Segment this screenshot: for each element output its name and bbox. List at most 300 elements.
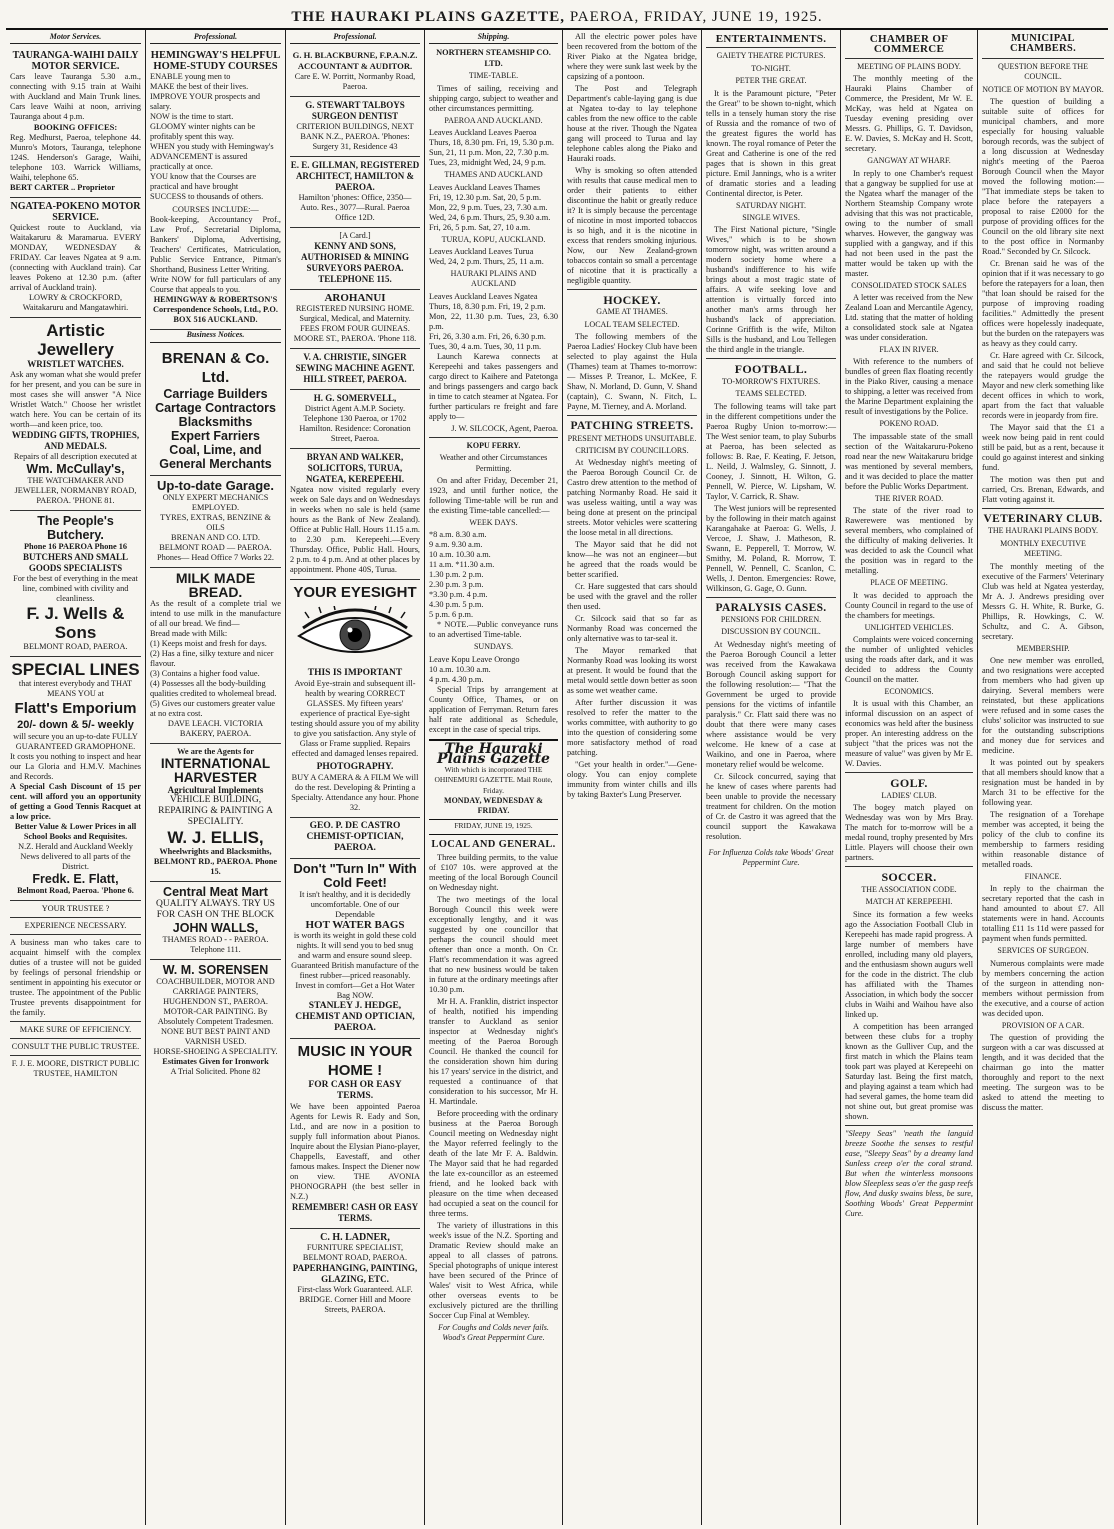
ad-line: NOW is the time to start. — [150, 112, 234, 122]
ad-note: [A Card.] — [339, 231, 371, 241]
divider — [706, 47, 836, 48]
ad-address: Belmont Road, Paeroa. 'Phone 6. — [17, 886, 134, 896]
subheading: TO-NIGHT. — [751, 63, 791, 73]
paragraph: A letter was received from the New Zealand Loan and Mercantile Agency, Ltd. stating that the matter of holding a consolidated stock sale at Ngatea was under consideration. — [845, 293, 973, 343]
ad-public-trustee — [10, 901, 141, 1083]
paragraph: At Wednesday night's meeting of the Paeroa Borough Council Cr. de Castro drew attention to the method of patching Normanby Road. He said it was useless waiting, until a way was being done at present on the principal streets. Motor vehicles were scattering the loose metal in all directions. — [567, 458, 697, 538]
timetable-row: Fri, 26, 3.30 a.m. Fri, 26, 6.30 p.m. — [429, 331, 546, 341]
route-heading: HAURAKI PLAINS AND AUCKLAND — [450, 269, 537, 289]
column-5 — [563, 30, 702, 1525]
paragraph: Why is smoking so often attended with results that cause medical men to order their patients to either discontinue the habit or greatly reduce it? It is simply because the percentage of nicotine in most imported tobaccos is so high, and it is the nicotine in excess that renders smoking injurious. Now, our New Zealand-grown tobaccos contain so small a percentage of nicotine that it is practically a negligible quantity. — [567, 166, 697, 285]
ad-name: Wm. McCullay's, — [26, 462, 125, 477]
ad-arohanui — [290, 290, 420, 349]
subheading: PROVISION OF A CAR. — [1001, 1020, 1085, 1030]
timetable-row: Leaves Auckland Leaves Paeroa — [429, 128, 537, 138]
ad-subheading: BUTCHERS AND SMALL GOODS SPECIALISTS — [22, 552, 129, 574]
timetable-row: Leaves Auckland Leaves Turua — [429, 247, 534, 257]
paragraph: Cr. Silcock concurred, saying that he knew of cases where parents had been unable to provide the necessary treatment for children. On the motion of Cr. de Castro it was agreed that the council support the Kawakawa resolution. — [706, 771, 836, 841]
timetable-row: 10 a.m. 10.30 a.m. — [429, 550, 491, 560]
ad-heading: Artistic Jewellery — [37, 321, 114, 360]
paragraph: The motion was then put and carried, Crs. Brenan, Edwards, and Flatt voting against it. — [982, 475, 1104, 505]
timetable-row: Fri, 26, 5 p.m. Sat, 27, 10 a.m. — [429, 222, 531, 232]
timetable-row: 10 a.m. 10.30 a.m. — [429, 664, 491, 674]
article-headline: MUNICIPAL CHAMBERS. — [1010, 33, 1076, 55]
ad-line: IMPROVE YOUR prospects and salary. — [150, 92, 261, 112]
ad-flatt — [10, 657, 141, 901]
ad-eyesight — [290, 580, 420, 818]
paragraph: It is usual with this Chamber, an informal discussion on an aspect of economics was held after the business proper. An interesting address on the subject "that the prices was not the measure of value" was given by Mr E. W. Davies. — [845, 699, 973, 769]
ad-signature: STANLEY J. HEDGE, CHEMIST AND OPTICIAN, PAEROA. — [295, 1001, 415, 1034]
ad-proprietor: BERT CARTER .. Proprietor — [10, 183, 115, 193]
article-headline: HOCKEY. — [603, 293, 661, 307]
paragraph: It was decided to approach the County Council in regard to the use of the chambers for meetings. — [845, 590, 973, 620]
ad-body: As the result of a complete trial we intend to use milk in the manufacture of all our bread. We find— — [150, 598, 281, 628]
section-label: Business Notices. — [150, 330, 281, 342]
ad-subheading: Bread made with Milk: — [150, 628, 228, 638]
ad-body: BUY A CAMERA & A FILM We will do the rest. Developing & Printing a Specialty. Attendance any hour. Phone 32. — [291, 773, 419, 813]
paragraph: The following teams will take part in the different competitions under the Paeroa Rugby Union to-morrow:— The West senior team, to play Suburbs at Paeroa, has been selected as follows: B. Rae, F. Keating, F. Jetson, L. Neild, J. Walmsley, G. Sinnott, J. Cooney, J. Sinnott, H. Wilton, G. Pennell, W. Pierce, W. Lipsham, W. Taylor, V. Carrick, R. Shaw. — [706, 401, 836, 501]
ad-de-castro — [290, 818, 420, 859]
divider — [10, 1055, 141, 1056]
ad-heading: AROHANUI — [324, 292, 386, 305]
paragraph: The Post and Telegraph Department's cable-laying gang is due at Ngatea to-day to lay telephone cables from the new office to the cable house at the river. Though the Ngatea gang will proceed to Turua and lay telephone cables along the Piako and Hauraki roads. — [567, 84, 697, 163]
subheading: ECONOMICS. — [884, 687, 934, 697]
ad-music — [290, 1039, 420, 1229]
subheading: MONTHLY EXECUTIVE MEETING. — [1000, 538, 1086, 559]
ad-harvester — [150, 744, 281, 882]
paragraph: Complaints were voiced concerning the number of unlighted vehicles using the roads after dark, and it was decided to address the County Council on the matter. — [845, 635, 973, 685]
ad-address: THAMES ROAD - - PAEROA. Telephone 111. — [162, 934, 269, 954]
ad-line: WHEN you study with Hemingway's — [150, 142, 274, 152]
subheading: PLACE OF MEETING. — [870, 578, 948, 588]
subheading: PRESENT METHODS UNSUITABLE. — [567, 433, 697, 443]
ad-signature: F. J. E. MOORE, DISTRICT PUBLIC TRUSTEE, HAMILTON — [11, 1059, 140, 1079]
paragraph: On and after Friday, December 21, 1923, and until further notice, the following Time-table will be run and the existing Time-table cancelled:— — [429, 476, 558, 516]
divider — [10, 934, 141, 935]
ad-heading: G. STEWART TALBOYS SURGEON DENTIST — [305, 100, 405, 122]
article-headline: ENTERTAINMENTS. — [715, 33, 827, 45]
ad-body: will secure you an up-to-date FULLY GUARANTEED GRAMOPHONE. — [13, 732, 138, 752]
ad-heading: W. M. SORENSEN — [162, 962, 269, 977]
ad-subheading: EXPERIENCE NECESSARY. — [24, 921, 127, 931]
ad-body: Ask any woman what she would prefer for her present, and you can be sure in most cases she will answer "A Nice Wristlet Watch." Choose her wristlet watch here. You can be certain of its worth—and keen price, too. — [10, 370, 141, 430]
subheading: CONSOLIDATED STOCK SALES — [851, 280, 967, 290]
paragraph: All the electric power poles have been recovered from the bottom of the River Piako at the Ngatea bridge, where they were sunk last week by the capsizing of a pontoon. — [567, 32, 697, 81]
eye-icon — [295, 606, 415, 664]
timetable-row: *8 a.m. 8.30 a.m. — [429, 530, 487, 540]
ad-body: QUALITY ALWAYS. TRY US FOR CASH ON THE BLOCK — [156, 898, 275, 920]
ad-heading: Up-to-date Garage. — [156, 477, 274, 493]
divider — [845, 772, 973, 773]
timetable-row: *3.30 p.m. 4 p.m. — [429, 590, 488, 600]
divider — [567, 415, 697, 416]
ad-heading: GEO. P. DE CASTRO CHEMIST-OPTICIAN, PAEROA. — [306, 821, 404, 854]
paragraph: A competition has been arranged between these clubs for a trophy known as the Gulliver Cup, and the first match in which the Plains team took part was played at Kerepeehi on Saturday last. Being the first match, and playing against a team which had had several games, the home team did not shine out, but great promise was shown. — [845, 1021, 973, 1121]
ad-ngatea-motor — [10, 198, 141, 318]
paragraph: The question of building a suitable suite of offices for municipal chambers, and more especially for housing valuable borough records, was the subject of a long discussion at Wednesday night's meeting of the Paeroa Borough Council when the Mayor moved the following motion:— "That immediate steps be taken to place before the ratepayers a proposal to raise £2000 for the purpose of providing offices for the Council on the old library site next to the post office in Normanby Road." Seconded by Cr. Silcock. — [982, 97, 1104, 257]
paragraph: Cr. Hare suggested that cars should be used with the gravel and the roller then used. — [567, 582, 697, 612]
list-item: (2) Has a fine, silky texture and nicer flavour. — [150, 648, 274, 668]
divider — [10, 1021, 141, 1022]
paragraph: The state of the river road to Rawerewere was mentioned by several members, who complained of the difficulty of making deliveries. It was decided to ask the Council what the position was in regard to the metalling. — [845, 506, 973, 576]
paragraph: "Get your health in order."—Gene-ology. You can enjoy complete immunity from winter chills and ills by taking Baxter's Lung Preserver. — [567, 760, 697, 800]
flag-subtitle: With which is incorporated THE OHINEMURI GAZETTE. Mail Route, Friday. — [434, 764, 553, 795]
masthead — [6, 6, 1108, 30]
paragraph: At Wednesday night's meeting of the Paeroa Borough Council a letter was received from the Kawakawa Borough Council asking support for the following resolution:— "That the Government be urged to provide pensions for the victims of infantile paralysis." Cr. Flatt said there was no doubt that there were many cases where assistance would be very welcome. He knew of a case at Waikino, and one in Paeroa, where monetary relief would be welcome. — [706, 639, 836, 769]
ad-body: Write NOW for full particulars of any Course that appeals to you. — [150, 275, 281, 295]
ad-phone: Phone 16 PAEROA Phone 16 — [23, 542, 128, 552]
ad-body: Hamilton 'phones: Office, 2350—Auto. Res., 3077—Rural. Paeroa Office 12D. — [298, 193, 412, 223]
paragraph: In reply to one Chamber's request that a gangway be supplied for use at the Ngatea wharf the manager of the Northern Steamship Company wrote advising that this was not practicable, owing to the number of small wharves. However, the gangway was supplied with a gangway, and if this had not been used in the past the matter would be taken up with the master. — [845, 168, 973, 278]
subheading: SATURDAY NIGHT. — [736, 200, 806, 210]
ad-bryan-walker — [290, 449, 420, 580]
article-headline: CHAMBER OF COMMERCE — [869, 33, 949, 56]
ad-jewellery — [10, 318, 141, 511]
ad-proprietor: LOWRY & CROCKFORD, Waitakaruru and Mangatawhiri. — [22, 293, 129, 313]
route-heading: THAMES AND AUCKLAND — [444, 170, 543, 180]
columns — [6, 30, 1108, 1525]
paragraph: The monthly meeting of the Hauraki Plains Chamber of Commerce, the President, Mr W. E. McKay, was held at Ngatea on Tuesday evening presiding over Messrs. G. Phillips, G. T. Davidson, E. W. Davies, S. McKay and H. Scott, secretary. — [845, 74, 973, 154]
ad-milk-bread — [150, 568, 281, 744]
ad-line: ADVANCEMENT is assured practically at once. — [150, 152, 248, 172]
paragraph: Numerous complaints were made by members concerning the action of the surgeon in attending non-members without permission from the executive, and a course of action was decided upon. — [982, 958, 1104, 1018]
column-3 — [286, 30, 425, 1525]
ad-subheading: REMEMBER! CASH OR EASY TERMS. — [291, 1202, 419, 1224]
ad-heading: INTERNATIONAL HARVESTER — [160, 755, 271, 785]
ad-intro: We are the Agents for — [177, 746, 254, 756]
timetable-row: Wed, 24, 2 p.m. Thurs, 25, 11 a.m. — [429, 257, 544, 267]
ad-line: GLOOMY winter nights can be profitably spent this way. — [150, 122, 256, 142]
ad-body: A business man who takes care to acquaint himself with the complex duties of a trustee will not be guided by feelings of personal friendship or sentiment in appointing his executor or trustee. The appointment of the Public Trustee prevents disappointment for the family. — [10, 938, 141, 1018]
ad-body: District Agent A.M.P. Society. Telephone 130 Paeroa, or 1702 Hamilton. Residence: Coronation Street, Paeroa. — [299, 404, 411, 444]
divider — [845, 1125, 973, 1126]
ad-subheading: HOT WATER BAGS — [305, 919, 405, 932]
ad-blackburne — [290, 47, 420, 97]
timetable-row: 2.30 p.m. 3 p.m. — [429, 580, 484, 590]
newspaper-flag — [429, 739, 558, 835]
timetable-row: 5 p.m. 6 p.m. — [429, 610, 474, 620]
column-4 — [425, 30, 563, 1525]
list-item: (3) Contains a higher food value. — [150, 668, 260, 678]
timetable-row: 11 a.m. *11.30 a.m. — [429, 560, 495, 570]
ad-subheading: Agricultural Implements — [167, 784, 264, 795]
ad-line: ENABLE young men to — [150, 72, 231, 82]
signature: J. W. SILCOCK, Agent, Paeroa. — [451, 423, 558, 433]
section-label: Motor Services. — [10, 32, 141, 44]
paragraph: The question of providing the surgeon with a car was discussed at length, and it was decided that the chairman go into the matter thoroughly and report to the next meeting. The surgeon was to be asked to attend the meeting to discuss the matter. — [982, 1033, 1104, 1113]
subheading: THE HAURAKI PLAINS BODY. — [987, 526, 1099, 536]
ad-gillman — [290, 157, 420, 228]
route-heading: TURUA, KOPU, AUCKLAND. — [441, 234, 546, 244]
ad-line: For Coughs and Colds never fails. Wood's Great Peppermint Cure. — [438, 1322, 549, 1342]
paragraph: After further discussion it was resolved to refer the matter to the works committee, with authority to go into the question of considering some more satisfactory method of road patching. — [567, 698, 697, 758]
ad-verse: "Sleepy Seas" 'neath the languid breeze Soothe the senses to restful ease, "Sleepy Seas" by a dreamy land Sunless creep o'er the coral strand. But when the winterless monsoons blow Sleepless seas o'er the gasp reefs flow, And dusky swains bless, be sure, Soothing Woods' Great Peppermint Cure. — [845, 1128, 973, 1218]
ad-garage — [150, 476, 281, 568]
subheading: SINGLE WIVES. — [742, 213, 800, 223]
article-headline: LOCAL AND GENERAL. — [431, 839, 556, 851]
ad-heading: H. G. SOMERVELL, — [313, 393, 397, 404]
timetable-row: Tues, 30, 4 a.m. Tues, 30, 11 p.m. — [429, 341, 542, 351]
ad-line: Cartage Contractors — [155, 400, 276, 415]
ad-body: Ngatea now visited regularly every week on Sale days and on Wednesdays in weeks when no sale is held (same hours as the Bank of New Zealand). Office at Public Hall. Hours 11.15 a.m. to 2.30 p.m. Kerepeehi.—Every Thursday. Office, Public Hall. Hours, 2 p.m. to 4 p.m. And at other places by appointment. Phone 40S, Turua. — [290, 485, 420, 575]
ad-line: MAKE the best of their lives. — [150, 82, 249, 92]
timetable-row: Tues, 23, midnight Wed, 24, 9 p.m. — [429, 158, 546, 168]
ad-body: HORSE-SHOEING A SPECIALITY. — [153, 1046, 278, 1056]
subheading: NOTICE OF MOTION BY MAYOR. — [982, 84, 1104, 94]
ad-subheading: PAPERHANGING, PAINTING, GLAZING, ETC. — [292, 1263, 418, 1285]
paragraph: The variety of illustrations in this week's issue of the N.Z. Sporting and Dramatic Review should make an appeal to all classes of patrons. Special photographs of unique interest have been secured of the Prince of Wales' visit to West Africa, while other overseas events to be exclusively pictured are the thrilling Soccer Cup Final at Wembley. — [429, 1220, 558, 1320]
list-item: (4) Possesses all the body-building qualities credited to wholemeal bread. — [150, 678, 277, 698]
ad-name: F. J. Wells & Sons — [26, 604, 125, 643]
paragraph: Cr. Hare agreed with Cr. Silcock, and said that he could not believe the ratepayers would grudge the Mayor and new clerk something like decent offices in which to work, apart from the fact that valuable records were in jeopardy from fire. — [982, 351, 1104, 421]
ad-name: W. J. ELLIS, — [167, 827, 264, 847]
list-item: (1) Keeps moist and fresh for days. — [150, 638, 267, 648]
ad-line: SUCCESS to thousands of others. — [150, 192, 264, 202]
timetable-row: Mon, 22, 9 p.m. Tues, 23, 7.30 a.m. — [429, 202, 548, 212]
ad-body: Reg. Medhurst, Paeroa, telephone 44. Munro's Motors, Tauranga, telephone 124S. Henderson's Garage, Waihi, telephone 103. Warrick Williams, Waihi, telephone 65. — [10, 133, 141, 183]
ad-line: For Influenza Colds take Woods' Great Peppermint Cure. — [708, 847, 834, 868]
ad-heading: YOUR EYESIGHT — [293, 584, 417, 602]
ad-body: Better Value & Lower Prices in all School Books and Requisites. — [14, 822, 137, 842]
paragraph: Launch Karewa connects at Kerepeehi and takes passengers and cargo direct to Kaihere and Patetonga and brings passengers and cargo back in time to catch steamer at Ngatea. For further particulars re freight and fare apply to— — [429, 351, 558, 421]
ad-brenan — [150, 346, 281, 476]
subheading: PENSIONS FOR CHILDREN. — [720, 615, 822, 625]
ad-name: JOHN WALLS, — [172, 920, 259, 935]
ad-body: For the best of everything in the meat line, combined with civility and cleanliness. — [13, 574, 138, 604]
paragraph: The Mayor said that the £1 a week now being paid in rent could still be paid, but as a rent, because it could go against interest and sinking fund. — [982, 423, 1104, 473]
column-7 — [841, 30, 978, 1525]
article-headline: VETERINARY CLUB. — [983, 513, 1103, 526]
ad-body: FURNITURE SPECIALIST, BELMONT ROAD, PAEROA. — [302, 1243, 408, 1263]
ad-body: Quickest route to Auckland, via Waitakaruru & Maramarua. EVERY MONDAY, WEDNESDAY & FRIDAY. Car leaves Ngatea at 9 a.m. (connecting with Auckland train). Car leaves Pokeno at 12.30 p.m. (after arrival of Auckland train). — [10, 223, 141, 293]
subheading: LADIES' CLUB. — [881, 790, 937, 800]
ad-heading: C. H. LADNER, — [320, 1232, 390, 1244]
ad-hemingway — [150, 47, 281, 330]
paragraph: The monthly meeting of the executive of the Farmers' Veterinary Club was held at Ngatea yesterday, Mr A. J. Andrews presiding over Messrs G. H. White, R. Burke, G. Phillips, R. Howkings, C. W. Schultz, and C. A. Gibson, secretary. — [982, 561, 1104, 641]
ad-line: Coal, Lime, and — [169, 442, 262, 457]
ad-body: TYRES, EXTRAS, BENZINE & OILS — [160, 512, 271, 532]
flag-days: MONDAY, WEDNESDAY & FRIDAY. — [444, 795, 543, 816]
divider — [845, 58, 973, 59]
timetable-row: Leaves Auckland Leaves Thames — [429, 182, 541, 192]
subheading: MEETING OF PLAINS BODY. — [857, 61, 961, 71]
divider — [10, 1038, 141, 1039]
ad-body: VEHICLE BUILDING, REPAIRING & PAINTING A SPECIALITY. — [158, 794, 273, 827]
ad-heading: MILK MADE BREAD. — [175, 569, 256, 600]
subheading: MATCH AT KEREPEEHI. — [865, 897, 953, 907]
timetable-row: 4.30 p.m. 5 p.m. — [429, 600, 484, 610]
ad-line: YOU know that the Courses are practical and have brought — [150, 172, 257, 192]
ad-body: Repairs of all description executed at — [13, 452, 138, 462]
ad-tauranga-motor — [10, 47, 141, 198]
masthead-date: FRIDAY, JUNE 19, 1925. — [643, 8, 823, 25]
subheading: TO-MORROW'S FIXTURES. — [721, 376, 821, 386]
subheading: TEAMS SELECTED. — [735, 389, 807, 399]
paragraph: The First National picture, "Single Wives," which is to be shown tomorrow night, was written around a modern society home where a husband's indifference to his wife brings about a most tragic state of affairs. A wife seeking love and attention is virtually forced into another man's arms through her husband's lack of appreciation. Corinne Griffith is the wife, Milton Sills is the husband, and Lou Tellegen the third angle in the triangle. — [706, 225, 836, 355]
paragraph: The Mayor remarked that Normanby Road was looking its worst at present. It would be found that the metal would settle down better as soon as some wet weather came. — [567, 646, 697, 696]
eye-illustration — [290, 606, 420, 664]
ad-heading: MUSIC IN YOUR HOME ! — [297, 1043, 413, 1080]
ad-name: Fredk. E. Flatt, — [32, 872, 119, 887]
timetable-row: 9 a.m. 9.30 a.m. — [429, 540, 483, 550]
ad-subheading: THIS IS IMPORTANT — [307, 668, 403, 679]
subheading: GANGWAY AT WHARF. — [867, 156, 951, 166]
route-heading: PAEROA AND AUCKLAND. — [444, 115, 543, 125]
paragraph: With reference to the numbers of bundles of green flax floating recently in the Piako River, causing a menace to shipping, a letter was received from the Marine Department explaining the result of investigations by the Police. — [845, 357, 973, 417]
ad-address: BELMONT ROAD, PAEROA. — [23, 642, 128, 652]
timetable-row: Leave Kopu Leave Orongo — [429, 654, 520, 664]
ad-heading: The People's Butchery. — [37, 514, 114, 543]
flag-title: The Hauraki Plains Gazette — [437, 740, 550, 768]
ad-body: A Special Cash Discount of 15 per cent. will afford you an opportunity of getting a Good Tennis Racquet at a low price. — [10, 782, 141, 822]
paragraph: The West juniors will be represented by the following in their match against Karangahake at Paeroa: G. Wells, J. Vercoe, J. Shaw, J. Matheson, R. Swann, E. Pepperell, T. Morrow, W. Smithy, M. Poland, R. Morrow, T. Pennell, W. Pennell, C. Scanlon, C. Wells, J. Denton. Emergencies: Rowe, Wilkinson, G. Gage, O. Gunn. — [706, 503, 836, 593]
ad-butchery — [10, 511, 141, 657]
ad-heading: E. E. GILLMAN, REGISTERED ARCHITECT, HAMILTON & PAEROA. — [290, 160, 420, 193]
paragraph: Cr. Silcock said that so far as Normanby Road was concerned the only alternative was to tar-seal it. — [567, 614, 697, 644]
column-1 — [6, 30, 146, 1525]
divider — [845, 866, 973, 867]
ad-subheading: WEDDING GIFTS, TROPHIES, AND MEDALS. — [11, 430, 140, 452]
ad-subheading: COURSES INCLUDE:— — [172, 205, 259, 215]
paragraph: The impassable state of the small section of the Waitakaruru-Pokeno road near the new Waitakaruru bridge was mentioned by several members, and it was decided to place the matter before the Public Works Department. — [845, 431, 973, 491]
divider — [706, 358, 836, 359]
ad-body: is worth its weight in gold these cold nights. It will send you to bed snug and warm and ensure sound sleep. Guaranteed British manufacture of the finest rubber—priced reasonably. Invest in comfort—Get a Hot Water Bag NOW. — [291, 931, 419, 1001]
column-8 — [978, 30, 1108, 1525]
ad-heading: BRENAN & Co. Ltd. — [161, 349, 270, 386]
ad-body: Estimates Given for Ironwork — [162, 1056, 269, 1066]
article-headline: GOLF. — [890, 776, 928, 791]
ad-body: CRITERION BUILDINGS, NEXT BANK N.Z., PAEROA. 'Phones: Surgery 31, Residence 43 — [296, 122, 414, 152]
section-label: Professional. — [290, 32, 420, 44]
article-headline: PATCHING STREETS. — [570, 420, 694, 433]
subheading: MEMBERSHIP. — [1016, 643, 1070, 653]
paragraph: The bogey match played on Wednesday was won by Mrs Bray. The match for to-morrow will be a medal round, trophy presented by Mrs Little. Players will choose their own partners. — [845, 803, 973, 863]
route-heading: KOPU FERRY. — [466, 440, 521, 450]
paragraph: Since its formation a few weeks ago the Association Football Club in Kerepeehi has made rapid progress. A large number of members have enrolled, including many old players, and the enthusiasm shown augurs well for the code in the district. The club has affiliated with the Thames Association, in which body the soccer clubs in Waihi and Waihou have also linked up. — [845, 909, 973, 1019]
ad-subheading: BOOKING OFFICES: — [33, 122, 118, 133]
section-label: Professional. — [150, 32, 281, 44]
timetable-row: Sun, 21, 11 p.m. Mon, 22, 7.30 p.m. — [429, 148, 550, 158]
ad-body: First-class Work Guaranteed. ALF. BRIDGE. Corner Hill and Moore Streets, PAEROA. — [297, 1285, 413, 1315]
column-2 — [146, 30, 286, 1525]
ad-heading: KENNY AND SONS, AUTHORISED & MINING SURVEYORS PAEROA. TELEPHONE 115. — [300, 241, 409, 285]
ad-body: N.Z. Herald and Auckland Weekly News delivered to all parts of the District. — [18, 842, 133, 872]
ad-phone: A Trial Solicited. Phone 82 — [170, 1066, 261, 1076]
paragraph: The following members of the Paeroa Ladies' Hockey Club have been selected to play against the Hula (Thames) team at Thames to-morrow:— Misses P. Treanor, L. McKee, F. Shaw, N. Morland, D. Gunn, V. Shand (captain), C. Swann, N. Fitch, L. Payne, M. Tierney, and A. Morland. — [567, 332, 697, 412]
ad-heading: TAURANGA-WAIHI DAILY MOTOR SERVICE. — [12, 50, 139, 73]
subheading: UNLIGHTED VEHICLES. — [864, 622, 954, 632]
timetable-row: Mon, 22, 11.30 p.m. Tues, 23, 6.30 p.m. — [429, 311, 558, 331]
ad-line: Expert Farriers — [171, 428, 260, 443]
subheading: LOCAL TEAM SELECTED. — [584, 319, 680, 329]
ad-body: It costs you nothing to inspect and hear our La Gloria and H.M.V. Machines and Records. — [10, 752, 141, 782]
subheading: DISCUSSION BY COUNCIL. — [721, 627, 821, 637]
paragraph: One new member was enrolled, and two resignations were accepted from members who had given up dairying. Several members were reinstated, but these applications were refused and in some cases the clubs' solicitor was instructed to sue for the outstanding subscriptions and money due for services and medicine. — [982, 656, 1104, 756]
ad-somervell — [290, 390, 420, 449]
divider — [567, 289, 697, 290]
subheading: THE ASSOCIATION CODE. — [861, 884, 957, 894]
timetable-row: Thurs, 18, 8.30 p.m. Fri, 19, 2 p.m. — [429, 301, 546, 311]
ad-body: NONE BUT BEST PAINT AND VARNISH USED. — [161, 1026, 270, 1046]
subheading: FINANCE. — [1024, 872, 1062, 882]
divider — [10, 917, 141, 918]
subheading: PETER THE GREAT. — [735, 76, 807, 86]
subheading: GAME AT THAMES. — [596, 307, 668, 317]
ad-subheading: CONSULT THE PUBLIC TRUSTEE. — [11, 1042, 140, 1052]
ad-body: COACHBUILDER, MOTOR AND CARRIAGE PAINTERS, HUGHENDON ST., PAEROA. — [156, 976, 275, 1006]
subheading: POKENO ROAD. — [879, 419, 939, 429]
article-headline: FOOTBALL. — [734, 362, 808, 377]
ad-address: Wheelwrights and Blacksmiths, BELMONT RD., PAEROA. Phone 15. — [153, 846, 278, 876]
ad-body: ONLY EXPERT MECHANICS EMPLOYED. — [162, 492, 269, 512]
ad-line: General Merchants — [159, 456, 272, 471]
timetable-row: Thurs, 18, 8.30 pm. Fri, 19, 5.30 p.m. — [429, 138, 554, 148]
paragraph: The Mayor said that he did not know—he was not an engineer—but he agreed that the roads would be better scarified. — [567, 540, 697, 580]
flag-date: FRIDAY, JUNE 19, 1925. — [429, 819, 558, 831]
divider — [982, 58, 1104, 59]
list-item: (5) Gives our customers greater value at no extra cost. — [150, 698, 276, 718]
ad-line: Carriage Builders — [163, 386, 268, 401]
ad-address: HEMINGWAY & ROBERTSON'S Correspondence Schools, Ltd., P.O. BOX 516 AUCKLAND. — [153, 295, 278, 325]
ad-heading: G. H. BLACKBURNE, F.P.A.N.Z. ACCOUNTANT & AUDITOR. — [292, 50, 418, 72]
paragraph: Before proceeding with the ordinary business at the Paeroa Borough Council meeting on Wednesday night the Mayor referred feelingly to the death of the late Mr F. A. Baldwin. The Mayor said that he had regarded the late ex-councillor as an esteemed friend, and he looked back with pleasure on the time when deceased had occupied a seat on the council for three terms. — [429, 1108, 558, 1218]
paragraph: Special Trips by arrangement at County Office, Thames, or on application of Ferryman. Return fares half rate additional as Schedule, except in the case of special trips. — [429, 684, 558, 734]
ad-hot-water — [290, 859, 420, 1039]
paragraph: Cr. Brenan said he was of the opinion that if it was necessary to go before the ratepayers for a loan, then "that loan should be raised for the purpose of improving roading facilities." Admittedly the present offices were hopelessly inadequate, but the burden on the ratepayers was as heavy as they could carry. — [982, 259, 1104, 349]
ad-address: THE WATCHMAKER AND JEWELLER, NORMANBY ROAD, PAEROA. 'PHONE 81. — [14, 476, 137, 506]
subheading: CRITICISM BY COUNCILLORS. — [575, 446, 689, 456]
ad-address: BRENAN AND CO. LTD. BELMONT ROAD — PAEROA. — [159, 532, 272, 552]
ad-body: It isn't healthy, and it is decidedly uncomfortable. One of our Dependable — [299, 890, 411, 920]
ad-signature: DAVE LEACH. VICTORIA BAKERY, PAEROA. — [167, 718, 264, 738]
ad-kenny — [290, 228, 420, 290]
ad-sorensen — [150, 960, 281, 1081]
paragraph: * NOTE.—Public conveyance runs to an advertised Time-table. — [429, 620, 558, 640]
ad-line: Blacksmiths — [178, 414, 253, 429]
shipping-company: NORTHERN STEAMSHIP CO. LTD. — [436, 48, 551, 69]
ad-body: Care E. W. Porritt, Normanby Road, Paeroa. — [294, 72, 416, 92]
timetable-row: Fri, 19, 12.30 p.m. Sat, 20, 5 p.m. — [429, 192, 542, 202]
divider — [982, 508, 1104, 509]
ad-subheading: MAKE SURE OF EFFICIENCY. — [19, 1025, 132, 1035]
ad-meat-mart — [150, 882, 281, 960]
ad-heading: Central Meat Mart — [163, 884, 268, 899]
timetable-row: Wed, 24, 6 p.m. Thurs, 25, 9.30 a.m. — [429, 212, 551, 222]
divider — [706, 597, 836, 598]
timetable-row: 1.30 p.m. 2 p.m. — [429, 570, 484, 580]
ad-heading: V. A. CHRISTIE, SINGER SEWING MACHINE AGENT. HILL STREET, PAEROA. — [295, 352, 415, 385]
ad-offer: 20/- down & 5/- weekly — [17, 719, 134, 732]
ad-heading: NGATEA-POKENO MOTOR SERVICE. — [10, 201, 141, 224]
ad-subheading: FOR CASH OR EASY TERMS. — [308, 1080, 402, 1102]
ad-talboys — [290, 97, 420, 157]
column-6 — [702, 30, 841, 1525]
ad-heading: Don't "Turn In" With Cold Feet! — [293, 861, 417, 891]
timetable-row: Leaves Auckland Leaves Ngatea — [429, 291, 538, 301]
paragraph: The resignation of a Torehape member was accepted, it being the policy of the club to confine its membership to farmers residing within reasonable distance of metalled roads. — [982, 810, 1104, 870]
paragraph: It was pointed out by speakers that all members should know that a resignation must be handed in by March 31 to be effective for the following year. — [982, 758, 1104, 808]
ad-heading: SPECIAL LINES — [11, 660, 140, 680]
masthead-place: PAEROA, — [569, 8, 640, 25]
article-headline: SOCCER. — [881, 870, 937, 885]
ad-body: MOTOR-CAR PAINTING. By Absolutely Competent Tradesmen. — [157, 1006, 274, 1026]
ad-subheading: WRISTLET WATCHES. — [27, 359, 124, 370]
subheading: QUESTION BEFORE THE COUNCIL. — [997, 61, 1089, 82]
subheading: TIME-TABLE. — [468, 71, 519, 81]
subheading: WEEK DAYS. — [469, 518, 518, 528]
subheading: Weather and other Circumstances Permitting. — [439, 453, 548, 473]
ad-christie — [290, 349, 420, 390]
